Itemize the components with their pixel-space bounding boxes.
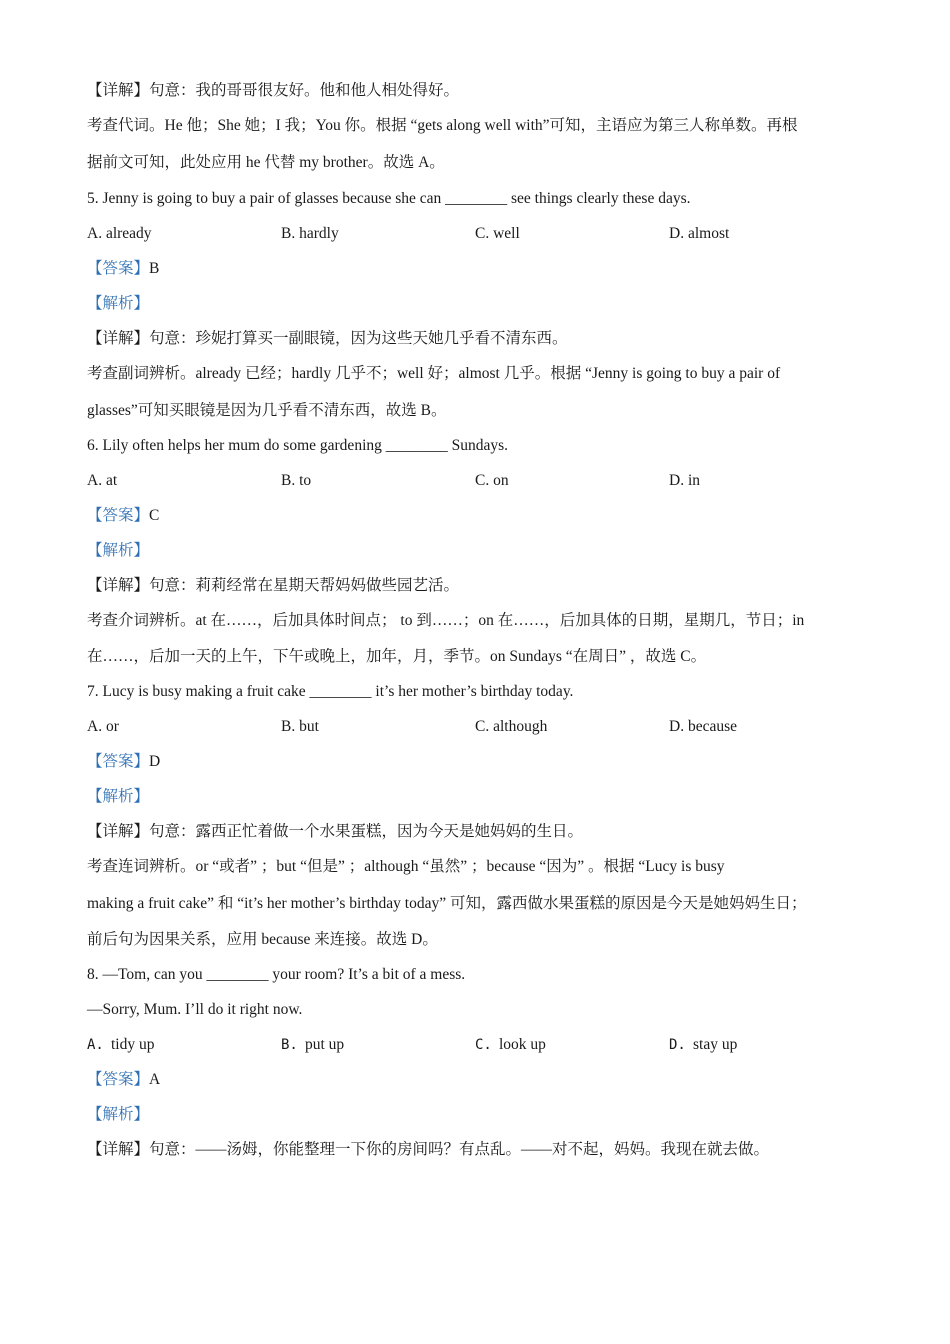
option-text: but — [299, 718, 319, 735]
question-4-explanation — [87, 77, 877, 185]
option-text: or — [105, 718, 119, 735]
option-text: already — [105, 225, 152, 242]
explanation-line: 考查连词辨析。or “或者” ；but “但是” ；although “虽然” ；because “因为” 。根据 “Lucy is busy — [87, 858, 725, 875]
option-a — [87, 713, 281, 748]
option-letter: B. — [281, 225, 300, 242]
question-stem: 5. Jenny is going to buy a pair of glasses because she can ________ see things clearly these days. — [87, 190, 691, 207]
analysis-label: 【解析】 — [87, 788, 150, 805]
option-letter: D. — [669, 225, 688, 242]
answer-value: A — [149, 1071, 161, 1088]
question-stem: 8. —Tom, can you ________ your room? It’s a bit of a mess. — [87, 966, 466, 983]
analysis-label: 【解析】 — [87, 1106, 150, 1123]
answer-label: 【答案】 — [87, 1071, 150, 1088]
detail-text: 句意：——汤姆，你能整理一下你的房间吗？有点乱。——对不起，妈妈。我现在就去做。 — [149, 1141, 770, 1158]
detail-line — [87, 572, 877, 607]
option-b — [281, 1031, 475, 1066]
option-letter: B. — [281, 471, 300, 489]
analysis-label: 【解析】 — [87, 295, 150, 312]
options-row — [87, 220, 877, 255]
option-text: to — [299, 471, 312, 489]
option-d — [669, 220, 863, 255]
answer-label: 【答案】 — [87, 260, 150, 277]
detail-line — [87, 818, 877, 853]
question-5 — [87, 185, 877, 432]
detail-label: 【详解】 — [87, 823, 150, 840]
option-text: stay up — [693, 1036, 738, 1053]
option-letter: A. — [87, 1037, 104, 1053]
analysis-line — [87, 1101, 877, 1136]
option-letter: D. — [669, 718, 688, 735]
options-row — [87, 467, 877, 502]
option-text: look up — [499, 1036, 546, 1053]
option-text: on — [493, 471, 509, 489]
question-7 — [87, 678, 877, 961]
option-text: put up — [305, 1036, 345, 1053]
explanation-line: 据前文可知，此处应用 he 代替 my brother。故选 A。 — [87, 153, 445, 171]
option-letter: D. — [669, 1037, 686, 1053]
explanation-line: 在……，后加一天的上午，下午或晚上，加年，月，季节。on Sundays “在周日” ，故选 C。 — [87, 648, 707, 665]
detail-line — [87, 1136, 877, 1171]
option-c — [475, 467, 669, 502]
option-c — [475, 1031, 669, 1066]
document-page — [87, 77, 877, 1171]
explanation-line: making a fruit cake” 和 “it’s her mother’s birthday today” 可知，露西做水果蛋糕的原因是今天是她妈妈生日； — [87, 894, 807, 912]
question-stem: 7. Lucy is busy making a fruit cake ________ it’s her mother’s birthday today. — [87, 683, 574, 700]
explanation-line: glasses”可知买眼镜是因为几乎看不清东西，故选 B。 — [87, 401, 447, 419]
options-row — [87, 713, 877, 748]
option-text: although — [493, 718, 548, 735]
answer-line — [87, 502, 877, 537]
analysis-line — [87, 783, 877, 818]
option-d — [669, 1031, 863, 1066]
detail-label: 【详解】 — [87, 330, 150, 347]
option-letter: C. — [475, 1037, 492, 1053]
answer-line — [87, 255, 877, 290]
option-d — [669, 713, 863, 748]
answer-line — [87, 1066, 877, 1101]
option-text: because — [687, 718, 738, 735]
option-letter: B. — [281, 718, 300, 735]
detail-label: 【详解】 — [87, 82, 150, 99]
option-c — [475, 220, 669, 255]
option-b — [281, 713, 475, 748]
option-text: in — [687, 471, 701, 489]
detail-text: 句意：莉莉经常在星期天帮妈妈做些园艺活。 — [149, 576, 460, 594]
option-a — [87, 220, 281, 255]
option-letter: C. — [475, 225, 494, 242]
option-letter: A. — [87, 471, 106, 489]
detail-text: 句意：露西正忙着做一个水果蛋糕，因为今天是她妈妈的生日。 — [149, 823, 584, 840]
question-stem-reply: —Sorry, Mum. I’ll do it right now. — [87, 1001, 303, 1018]
explanation-line: 考查副词辨析。already 已经；hardly 几乎不；well 好；almost 几乎。根据 “Jenny is going to buy a pair of — [87, 365, 781, 382]
option-text: almost — [687, 225, 730, 242]
option-a — [87, 1031, 281, 1066]
detail-line — [87, 77, 877, 112]
answer-value: C — [149, 506, 160, 524]
option-letter: A. — [87, 225, 106, 242]
option-letter: D. — [669, 471, 688, 489]
option-letter: A. — [87, 718, 106, 735]
answer-label: 【答案】 — [87, 506, 150, 524]
answer-value: B — [149, 260, 160, 277]
answer-label: 【答案】 — [87, 753, 150, 770]
question-stem: 6. Lily often helps her mum do some gardening ________ Sundays. — [87, 436, 509, 454]
detail-text: 句意：我的哥哥很友好。他和他人相处得好。 — [149, 82, 460, 99]
detail-line — [87, 325, 877, 360]
analysis-line — [87, 537, 877, 572]
options-row — [87, 1031, 877, 1066]
answer-line — [87, 748, 877, 783]
detail-text: 句意：珍妮打算买一副眼镜，因为这些天她几乎看不清东西。 — [149, 330, 568, 347]
option-text: tidy up — [111, 1036, 155, 1053]
explanation-line: 考查介词辨析。at 在……，后加具体时间点； to 到……；on 在……，后加具体的日期，星期几，节日；in — [87, 611, 805, 629]
option-letter: C. — [475, 718, 494, 735]
explanation-line: 前后句为因果关系，应用 because 来连接。故选 D。 — [87, 931, 438, 948]
question-6 — [87, 432, 877, 679]
option-c — [475, 713, 669, 748]
option-d — [669, 467, 863, 502]
analysis-line — [87, 290, 877, 325]
answer-value: D — [149, 753, 161, 770]
option-letter: B. — [281, 1037, 298, 1053]
option-text: hardly — [299, 225, 339, 242]
detail-label: 【详解】 — [87, 576, 150, 594]
option-letter: C. — [475, 471, 494, 489]
question-8 — [87, 961, 877, 1171]
option-a — [87, 467, 281, 502]
detail-label: 【详解】 — [87, 1141, 150, 1158]
explanation-line: 考查代词。He 他；She 她；I 我；You 你。根据 “gets along well with”可知，主语应为第三人称单数。再根 — [87, 117, 798, 134]
option-b — [281, 220, 475, 255]
analysis-label: 【解析】 — [87, 541, 150, 559]
option-text: well — [493, 225, 520, 242]
option-b — [281, 467, 475, 502]
option-text: at — [105, 471, 118, 489]
